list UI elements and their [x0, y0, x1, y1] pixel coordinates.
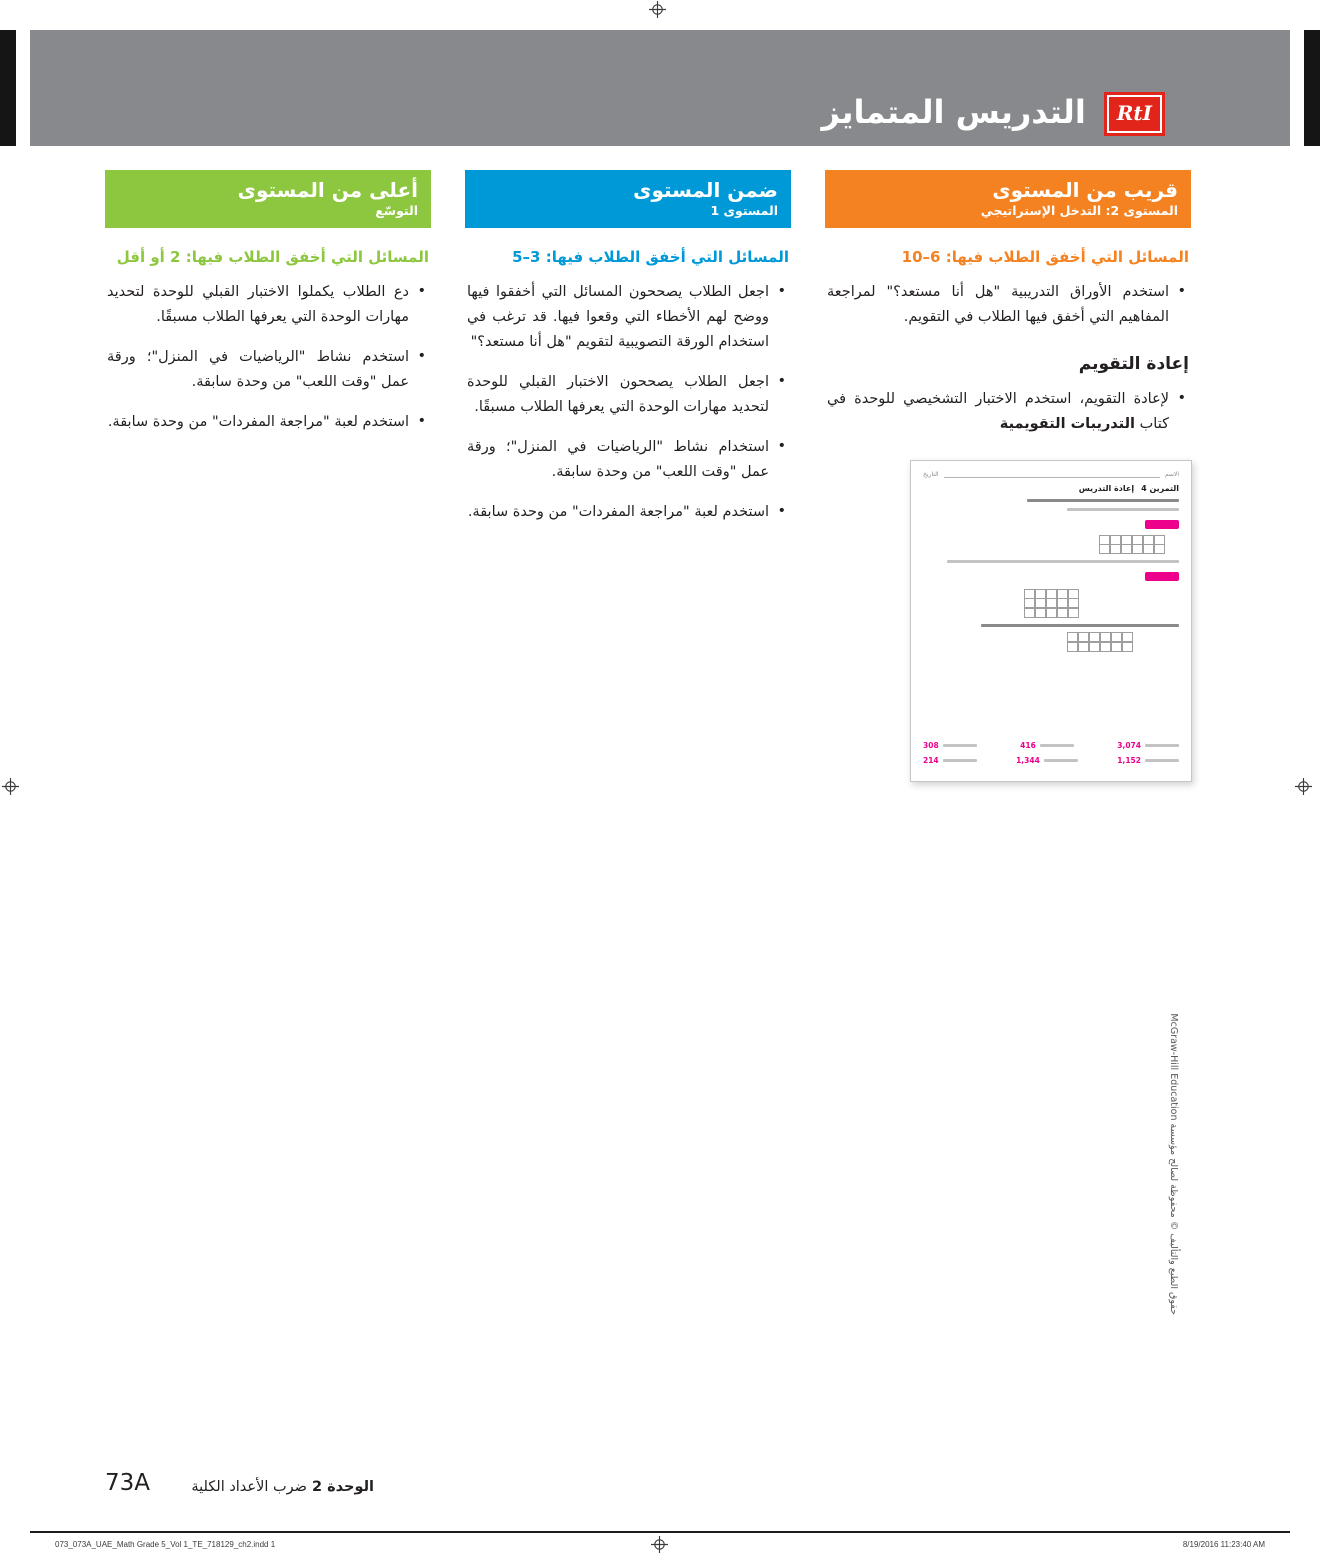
- worksheet-box-grid: [1099, 535, 1165, 554]
- reassess-heading: إعادة التقويم: [1078, 353, 1189, 374]
- worksheet-text-line: [981, 624, 1179, 627]
- bullet-text: اجعل الطلاب يصححون الاختبار القبلي للوحدة لتحديد مهارات الوحدة التي يعرفها الطلاب مسبقًا.: [467, 373, 769, 415]
- print-crop-bar-left: [0, 30, 16, 146]
- worksheet-title: إعادة التدريس: [1078, 484, 1135, 493]
- worksheet-answer: [1020, 741, 1074, 750]
- worksheet-expression-line: [1040, 744, 1074, 747]
- level-title: قريب من المستوى: [992, 178, 1178, 202]
- worksheet-answer: [923, 741, 977, 750]
- bullet-icon: •: [777, 283, 786, 299]
- worksheet-date-label: التاريخ: [923, 471, 939, 478]
- worksheet-expression-line: [1044, 759, 1078, 762]
- list-item: [465, 435, 791, 485]
- footer-unit-text: ضرب الأعداد الكلية: [191, 1479, 307, 1495]
- bullet-icon: •: [777, 372, 786, 389]
- page-number: 73A: [105, 1470, 151, 1496]
- column-beyond-level: [105, 170, 431, 450]
- worksheet-thumbnail: [910, 460, 1192, 782]
- worksheet-title-row: [923, 484, 1179, 493]
- footer-unit-number: الوحدة 2: [311, 1479, 374, 1495]
- level-title: ضمن المستوى: [633, 178, 778, 202]
- worksheet-name-label: الاسم: [1164, 471, 1179, 478]
- worksheet-answer: [923, 756, 977, 765]
- column-approaching-level: [825, 170, 1191, 765]
- worksheet-box-grid: [1024, 589, 1079, 618]
- bullet-icon: •: [777, 437, 786, 454]
- registration-mark-icon: [1295, 778, 1312, 795]
- bullet-text: استخدم نشاط "الرياضيات في المنزل"؛ ورقة عمل "وقت اللعب" من وحدة سابقة.: [107, 348, 409, 390]
- worksheet-expression-line: [1145, 759, 1179, 762]
- footer-divider: [30, 1531, 1290, 1533]
- worksheet-answers-row: [923, 741, 1179, 750]
- list-item: [465, 370, 791, 420]
- registration-mark-icon: [2, 778, 19, 795]
- list-item: [465, 500, 791, 525]
- worksheet-text-line: [1067, 508, 1179, 511]
- list-item: [105, 345, 431, 395]
- page-header-band: [30, 30, 1290, 146]
- copyright-vertical-text: حقوق الطبع والتأليف © محفوظة لصالح مؤسسة McGraw-Hill Education: [1168, 1013, 1179, 1315]
- worksheet-answer-value: 214: [923, 756, 939, 765]
- bullet-text: استخدم لعبة "مراجعة المفردات" من وحدة سابقة.: [467, 503, 769, 520]
- worksheet-answer: [1117, 741, 1179, 750]
- bullet-text: استخدم الأوراق التدريبية "هل أنا مستعد؟" لمراجعة المفاهيم التي أخفق فيها الطلاب في التقويم.: [827, 284, 1169, 325]
- worksheet-answer-value: 1,152: [1117, 756, 1141, 765]
- bullet-icon: •: [417, 347, 426, 364]
- print-crop-bar-right: [1304, 30, 1320, 146]
- worksheet-name-date-row: [923, 471, 1179, 478]
- level-subtitle: المستوى 1: [710, 203, 778, 218]
- worksheet-answer-value: 1,344: [1016, 756, 1040, 765]
- registration-mark-icon: [651, 1536, 668, 1553]
- print-slug-timestamp: 8/19/2016 11:23:40 AM: [1182, 1540, 1265, 1549]
- worksheet-expression-line: [943, 759, 977, 762]
- bullet-list: [465, 280, 791, 525]
- worksheet-write-line: [944, 472, 1160, 478]
- bullet-icon: •: [417, 412, 426, 429]
- lead-heading: المسائل التي أخفق الطلاب فيها: 2 أو أقل: [116, 248, 429, 266]
- bullet-icon: •: [1177, 389, 1186, 406]
- worksheet-answer-value: 3,074: [1117, 741, 1141, 750]
- bullet-text: استخدم لعبة "مراجعة المفردات" من وحدة سابقة.: [107, 413, 409, 430]
- worksheet-expression-line: [943, 744, 977, 747]
- list-item: [465, 280, 791, 355]
- bullet-list: [105, 280, 431, 435]
- level-header-approaching: [825, 170, 1191, 228]
- bullet-text-bold: التدريبات التقويمية: [999, 415, 1136, 432]
- level-title: أعلى من المستوى: [237, 178, 418, 202]
- registration-mark-icon: [649, 1, 666, 18]
- print-slug-filename: 073_073A_UAE_Math Grade 5_Vol 1_TE_718129_ch2.indd 1: [55, 1540, 276, 1549]
- worksheet-expression-line: [1145, 744, 1179, 747]
- footer-unit-title: [160, 1479, 374, 1495]
- worksheet-answer-value: 416: [1020, 741, 1036, 750]
- lead-heading: المسائل التي أخفق الطلاب فيها: 3–5: [512, 248, 789, 266]
- level-subtitle: المستوى 2: التدخل الإستراتيجي: [980, 203, 1178, 218]
- worksheet-answers-row: [923, 756, 1179, 765]
- bullet-icon: •: [1177, 283, 1186, 299]
- bullet-list: [825, 387, 1191, 437]
- lead-heading: المسائل التي أخفق الطلاب فيها: 6–10: [901, 248, 1189, 266]
- level-subtitle: التوسّع: [375, 203, 418, 218]
- worksheet-lesson-label: التمرين 4: [1141, 484, 1179, 493]
- page-header: [822, 92, 1165, 136]
- list-item: [825, 280, 1191, 330]
- level-header-on-level: [465, 170, 791, 228]
- worksheet-answer: [1016, 756, 1078, 765]
- list-item: [105, 410, 431, 435]
- worksheet-box-grid: [1067, 633, 1133, 652]
- worksheet-section-chip: [1145, 572, 1179, 581]
- bullet-icon: •: [417, 283, 426, 299]
- bullet-icon: •: [777, 502, 786, 519]
- rti-logo-text: RtI: [1107, 95, 1162, 133]
- bullet-text: اجعل الطلاب يصححون المسائل التي أخفقوا فيها ووضح لهم الأخطاء التي وقعوا فيها. قد ترغب في استخدام الورقة التصويبية لتقويم "هل أنا مستعد؟": [467, 284, 769, 350]
- bullet-text: لإعادة التقويم، استخدم الاختبار التشخيصي للوحدة في كتاب: [827, 390, 1169, 432]
- column-on-level: [465, 170, 791, 540]
- list-item: [105, 280, 431, 330]
- level-header-beyond: [105, 170, 431, 228]
- bullet-list: [825, 280, 1191, 330]
- worksheet-answer: [1117, 756, 1179, 765]
- page-title: التدريس المتمايز: [821, 93, 1086, 131]
- worksheet-answer-value: 308: [923, 741, 939, 750]
- worksheet-section-chip: [1145, 520, 1179, 529]
- list-item: [825, 387, 1191, 437]
- worksheet-text-line: [947, 560, 1179, 563]
- bullet-text: دع الطلاب يكملوا الاختبار القبلي للوحدة لتحديد مهارات الوحدة التي يعرفها الطلاب مسبقًا.: [107, 284, 409, 325]
- worksheet-text-line: [1027, 499, 1179, 502]
- rti-logo: [1104, 92, 1165, 136]
- bullet-text: استخدام نشاط "الرياضيات في المنزل"؛ ورقة عمل "وقت اللعب" من وحدة سابقة.: [467, 438, 769, 480]
